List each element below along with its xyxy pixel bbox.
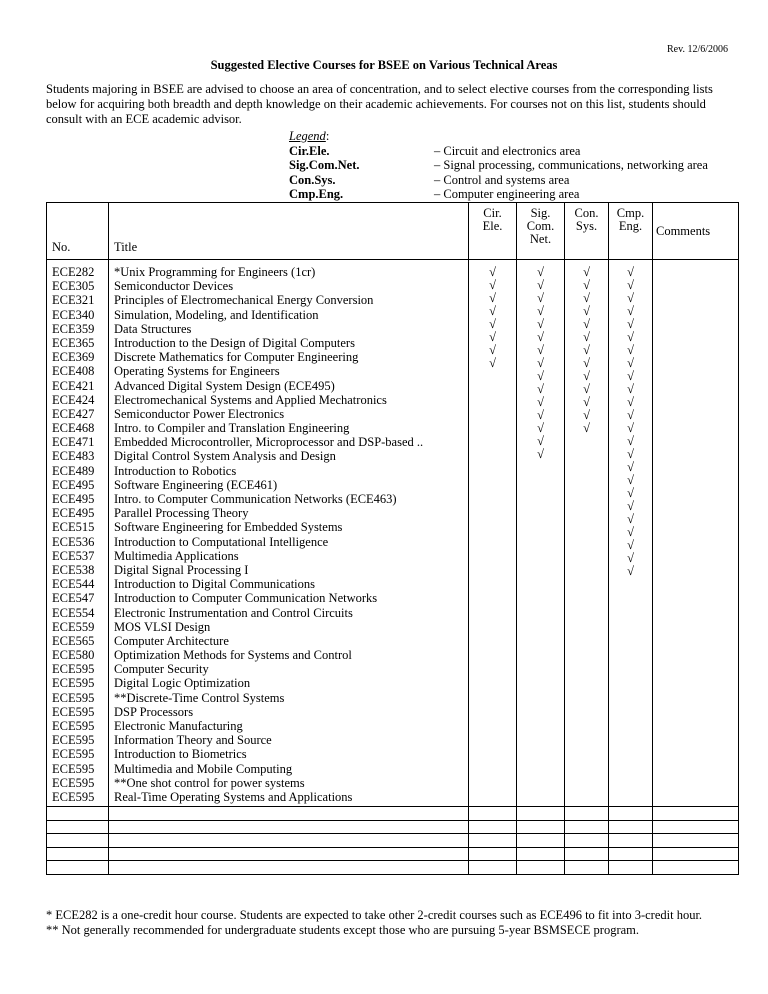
sig-check-mark: √	[537, 291, 544, 305]
con-check-mark: √	[583, 369, 590, 383]
cir-ele-column	[469, 260, 517, 807]
course-number: ECE495	[52, 506, 95, 521]
course-title: Parallel Processing Theory	[114, 506, 249, 521]
blank-cell	[47, 847, 109, 861]
course-title: Simulation, Modeling, and Identification	[114, 307, 319, 322]
course-number: ECE408	[52, 364, 95, 379]
course-title: Intro. to Computer Communication Networks (ECE463)	[114, 492, 397, 506]
blank-cell	[653, 820, 739, 834]
course-title: Multimedia Applications	[114, 548, 239, 563]
intro-paragraph: Students majoring in BSEE are advised to choose an area of concentration, and to select elective courses from the corresponding lists below for acquiring both breadth and depth knowledge on their academic achievements. For courses not on this list, students should consult with an ECE academic advisor.	[46, 82, 713, 126]
cmp-check-mark: √	[627, 421, 634, 435]
header-cmp-eng	[609, 203, 653, 260]
course-title: Discrete Mathematics for Computer Engineering	[114, 350, 359, 365]
course-number: ECE340	[52, 307, 95, 322]
course-number: ECE359	[52, 321, 95, 336]
header-sig-line3: Net.	[529, 232, 552, 246]
sig-check-mark: √	[537, 421, 544, 435]
course-title: Introduction to Robotics	[114, 463, 237, 478]
cir-check-mark: √	[489, 317, 496, 331]
sig-check-mark: √	[537, 447, 544, 461]
con-check-mark: √	[583, 317, 590, 331]
course-number: ECE595	[52, 747, 95, 762]
con-check-mark: √	[583, 395, 590, 409]
courses-table	[46, 202, 739, 875]
cmp-check-mark: √	[627, 486, 634, 500]
course-title: Embedded Microcontroller, Microprocessor and DSP-based ..	[114, 435, 424, 450]
cmp-check-mark: √	[627, 408, 634, 422]
course-number: ECE365	[52, 335, 95, 350]
course-title: Introduction to the Design of Digital Computers	[114, 335, 355, 350]
course-title: Semiconductor Devices	[114, 279, 234, 294]
blank-cell	[47, 807, 109, 821]
course-number: ECE595	[52, 761, 95, 776]
course-title: Introduction to Computational Intelligence	[114, 534, 329, 549]
header-con-line2: Sys.	[575, 219, 598, 233]
cmp-check-mark: √	[627, 538, 634, 552]
cir-check-mark: √	[489, 291, 496, 305]
legend-item	[289, 158, 708, 173]
legend-desc: – Computer engineering area	[434, 187, 580, 202]
blank-cell	[609, 834, 653, 848]
course-number: ECE580	[52, 648, 95, 663]
blank-cell	[517, 807, 565, 821]
blank-cell	[565, 861, 609, 875]
blank-cell	[653, 861, 739, 875]
course-title: Multimedia and Mobile Computing	[114, 761, 293, 776]
course-title: Introduction to Biometrics	[114, 747, 247, 762]
course-number: ECE427	[52, 406, 95, 421]
cmp-check-mark: √	[627, 356, 634, 370]
course-title: Digital Control System Analysis and Design	[114, 449, 336, 464]
con-check-mark: √	[583, 330, 590, 344]
course-number: ECE471	[52, 435, 95, 450]
course-title: Information Theory and Source	[114, 733, 272, 748]
course-title: Electronic Manufacturing	[114, 719, 243, 733]
blank-cell	[469, 820, 517, 834]
cmp-check-mark: √	[627, 278, 634, 292]
blank-cell	[109, 820, 469, 834]
course-number: ECE495	[52, 492, 95, 506]
blank-cell	[565, 834, 609, 848]
footnotes	[46, 908, 702, 938]
course-title: Principles of Electromechanical Energy Conversion	[114, 293, 374, 308]
course-title: Computer Architecture	[114, 633, 229, 648]
course-number: ECE595	[52, 676, 95, 691]
course-title: Computer Security	[114, 662, 209, 677]
course-title-column	[109, 260, 469, 807]
course-number: ECE369	[52, 350, 95, 365]
footnote-1: * ECE282 is a one-credit hour course. Students are expected to take other 2-credit courses such as ECE496 to fit into 3-credit hour.	[46, 908, 703, 922]
header-cir-ele	[469, 203, 517, 260]
cir-check-mark: √	[489, 278, 496, 292]
course-number: ECE489	[52, 463, 95, 478]
course-number: ECE565	[52, 633, 95, 648]
blank-cell	[565, 820, 609, 834]
footnote-2: ** Not generally recommended for undergraduate students except those who are pursuing 5-year BSMSECE program.	[46, 923, 640, 937]
cmp-check-mark: √	[627, 434, 634, 448]
blank-cell	[609, 807, 653, 821]
sig-check-mark: √	[537, 434, 544, 448]
course-number: ECE483	[52, 449, 95, 464]
course-number: ECE595	[52, 690, 95, 705]
sig-check-mark: √	[537, 343, 544, 357]
header-title: Title	[109, 203, 469, 260]
course-title: Intro. to Compiler and Translation Engineering	[114, 421, 350, 436]
con-check-mark: √	[583, 265, 590, 279]
cmp-check-mark: √	[627, 382, 634, 396]
blank-cell	[517, 861, 565, 875]
blank-cell	[517, 834, 565, 848]
course-number: ECE559	[52, 619, 95, 634]
cmp-check-mark: √	[627, 265, 634, 279]
course-number: ECE595	[52, 704, 95, 719]
legend-key: Cmp.Eng.	[289, 187, 344, 202]
course-title: Optimization Methods for Systems and Control	[114, 648, 352, 663]
blank-cell	[109, 807, 469, 821]
comments-column	[653, 260, 739, 807]
cmp-check-mark: √	[627, 473, 634, 487]
course-number: ECE282	[52, 265, 95, 279]
course-title: Operating Systems for Engineers	[114, 364, 280, 379]
header-cmp-line1: Cmp.	[616, 206, 645, 220]
course-number: ECE515	[52, 520, 95, 535]
legend-key: Con.Sys.	[289, 172, 336, 187]
legend-key: Sig.Com.Net.	[289, 158, 360, 173]
blank-cell	[109, 861, 469, 875]
course-title: Real-Time Operating Systems and Applications	[114, 789, 353, 804]
cir-check-mark: √	[489, 343, 496, 357]
cmp-check-mark: √	[627, 499, 634, 513]
con-check-mark: √	[583, 421, 590, 435]
cir-check-mark: √	[489, 356, 496, 370]
sig-check-mark: √	[537, 317, 544, 331]
legend-item	[289, 187, 580, 202]
course-number: ECE544	[52, 577, 95, 592]
course-title: **One shot control for power systems	[114, 775, 305, 790]
con-check-mark: √	[583, 343, 590, 357]
cir-check-mark: √	[489, 265, 496, 279]
con-check-mark: √	[583, 304, 590, 318]
legend-desc: – Signal processing, communications, networking area	[434, 158, 708, 173]
header-cir-line2: Ele.	[482, 219, 503, 233]
legend-desc: – Control and systems area	[434, 172, 570, 187]
header-cir-line1: Cir.	[483, 206, 502, 220]
header-con-line1: Con.	[574, 206, 599, 220]
course-number: ECE321	[52, 293, 95, 308]
course-title: Software Engineering for Embedded Systems	[114, 520, 343, 535]
course-title: **Discrete-Time Control Systems	[114, 690, 285, 705]
cmp-check-mark: √	[627, 564, 634, 578]
blank-row	[47, 820, 739, 834]
course-title: Data Structures	[114, 321, 192, 336]
con-check-mark: √	[583, 291, 590, 305]
cmp-check-mark: √	[627, 369, 634, 383]
legend-desc: – Circuit and electronics area	[434, 143, 581, 158]
blank-cell	[609, 820, 653, 834]
cmp-check-mark: √	[627, 512, 634, 526]
course-number: ECE537	[52, 548, 95, 563]
cmp-check-mark: √	[627, 460, 634, 474]
sig-check-mark: √	[537, 395, 544, 409]
blank-cell	[565, 807, 609, 821]
cmp-check-mark: √	[627, 551, 634, 565]
blank-cell	[47, 861, 109, 875]
cmp-eng-column	[609, 260, 653, 807]
legend-item	[289, 172, 570, 188]
course-title: Advanced Digital System Design (ECE495)	[114, 378, 335, 393]
cmp-check-mark: √	[627, 343, 634, 357]
course-number: ECE595	[52, 775, 95, 790]
blank-cell	[653, 834, 739, 848]
blank-cell	[517, 847, 565, 861]
course-number: ECE547	[52, 591, 95, 606]
course-number: ECE595	[52, 719, 95, 733]
course-number: ECE305	[52, 279, 95, 294]
course-list	[47, 260, 739, 807]
blank-cell	[469, 861, 517, 875]
header-con-sys	[565, 203, 609, 260]
course-number: ECE536	[52, 534, 95, 549]
course-number-column	[47, 260, 109, 807]
legend-heading-colon: :	[325, 129, 330, 143]
course-title: MOS VLSI Design	[114, 619, 211, 634]
header-sig-line2: Com.	[526, 219, 555, 233]
course-list-row	[47, 260, 739, 807]
cmp-check-mark: √	[627, 447, 634, 461]
course-title: Introduction to Digital Communications	[114, 577, 316, 592]
blank-cell	[47, 834, 109, 848]
cmp-check-mark: √	[627, 525, 634, 539]
cir-check-mark: √	[489, 304, 496, 318]
sig-check-mark: √	[537, 382, 544, 396]
blank-cell	[565, 847, 609, 861]
legend-key: Cir.Ele.	[289, 143, 330, 158]
blank-cell	[469, 847, 517, 861]
sig-check-mark: √	[537, 408, 544, 422]
course-number: ECE595	[52, 662, 95, 677]
cmp-check-mark: √	[627, 395, 634, 409]
page-title: Suggested Elective Courses for BSEE on Various Technical Areas	[210, 58, 558, 72]
course-title: Electronic Instrumentation and Control Circuits	[114, 605, 353, 620]
sig-check-mark: √	[537, 356, 544, 370]
course-title: Digital Signal Processing I	[114, 562, 249, 577]
con-check-mark: √	[583, 356, 590, 370]
blank-cell	[109, 847, 469, 861]
sig-check-mark: √	[537, 330, 544, 344]
con-check-mark: √	[583, 278, 590, 292]
con-check-mark: √	[583, 382, 590, 396]
blank-cell	[609, 847, 653, 861]
course-title: Introduction to Computer Communication Networks	[114, 591, 378, 606]
legend-heading: Legend	[289, 129, 326, 143]
blank-cell	[653, 807, 739, 821]
blank-rows	[47, 807, 739, 875]
course-number: ECE595	[52, 789, 95, 804]
cmp-check-mark: √	[627, 291, 634, 305]
header-sig-line1: Sig.	[530, 206, 551, 220]
sig-check-mark: √	[537, 369, 544, 383]
header-comments: Comments	[653, 203, 739, 260]
blank-row	[47, 807, 739, 821]
course-title: Digital Logic Optimization	[114, 676, 251, 691]
blank-row	[47, 861, 739, 875]
blank-cell	[517, 820, 565, 834]
course-number: ECE424	[52, 392, 95, 407]
table-header-row	[47, 203, 739, 260]
course-title: *Unix Programming for Engineers (1cr)	[114, 265, 316, 279]
course-number: ECE495	[52, 477, 95, 492]
blank-cell	[469, 807, 517, 821]
legend	[289, 129, 708, 202]
cir-check-mark: √	[489, 330, 496, 344]
blank-cell	[653, 847, 739, 861]
blank-cell	[609, 861, 653, 875]
cmp-check-mark: √	[627, 304, 634, 318]
course-title: Electromechanical Systems and Applied Mechatronics	[114, 392, 387, 407]
con-check-mark: √	[583, 408, 590, 422]
blank-cell	[469, 834, 517, 848]
header-sig-com-net	[517, 203, 565, 260]
blank-cell	[47, 820, 109, 834]
header-no: No.	[47, 203, 109, 260]
sig-check-mark: √	[537, 265, 544, 279]
course-title: Software Engineering (ECE461)	[114, 477, 278, 492]
course-number: ECE421	[52, 378, 95, 393]
revision-date: Rev. 12/6/2006	[666, 44, 728, 55]
course-number: ECE595	[52, 733, 95, 748]
header-cmp-line2: Eng.	[618, 219, 643, 233]
course-number: ECE468	[52, 421, 95, 436]
blank-row	[47, 834, 739, 848]
blank-row	[47, 847, 739, 861]
course-title: Semiconductor Power Electronics	[114, 406, 285, 421]
cmp-check-mark: √	[627, 317, 634, 331]
legend-item	[289, 143, 581, 159]
sig-com-net-column	[517, 260, 565, 807]
sig-check-mark: √	[537, 278, 544, 292]
sig-check-mark: √	[537, 304, 544, 318]
course-number: ECE554	[52, 605, 95, 620]
cmp-check-mark: √	[627, 330, 634, 344]
course-title: DSP Processors	[114, 704, 194, 719]
course-number: ECE538	[52, 562, 95, 577]
con-sys-column	[565, 260, 609, 807]
blank-cell	[109, 834, 469, 848]
